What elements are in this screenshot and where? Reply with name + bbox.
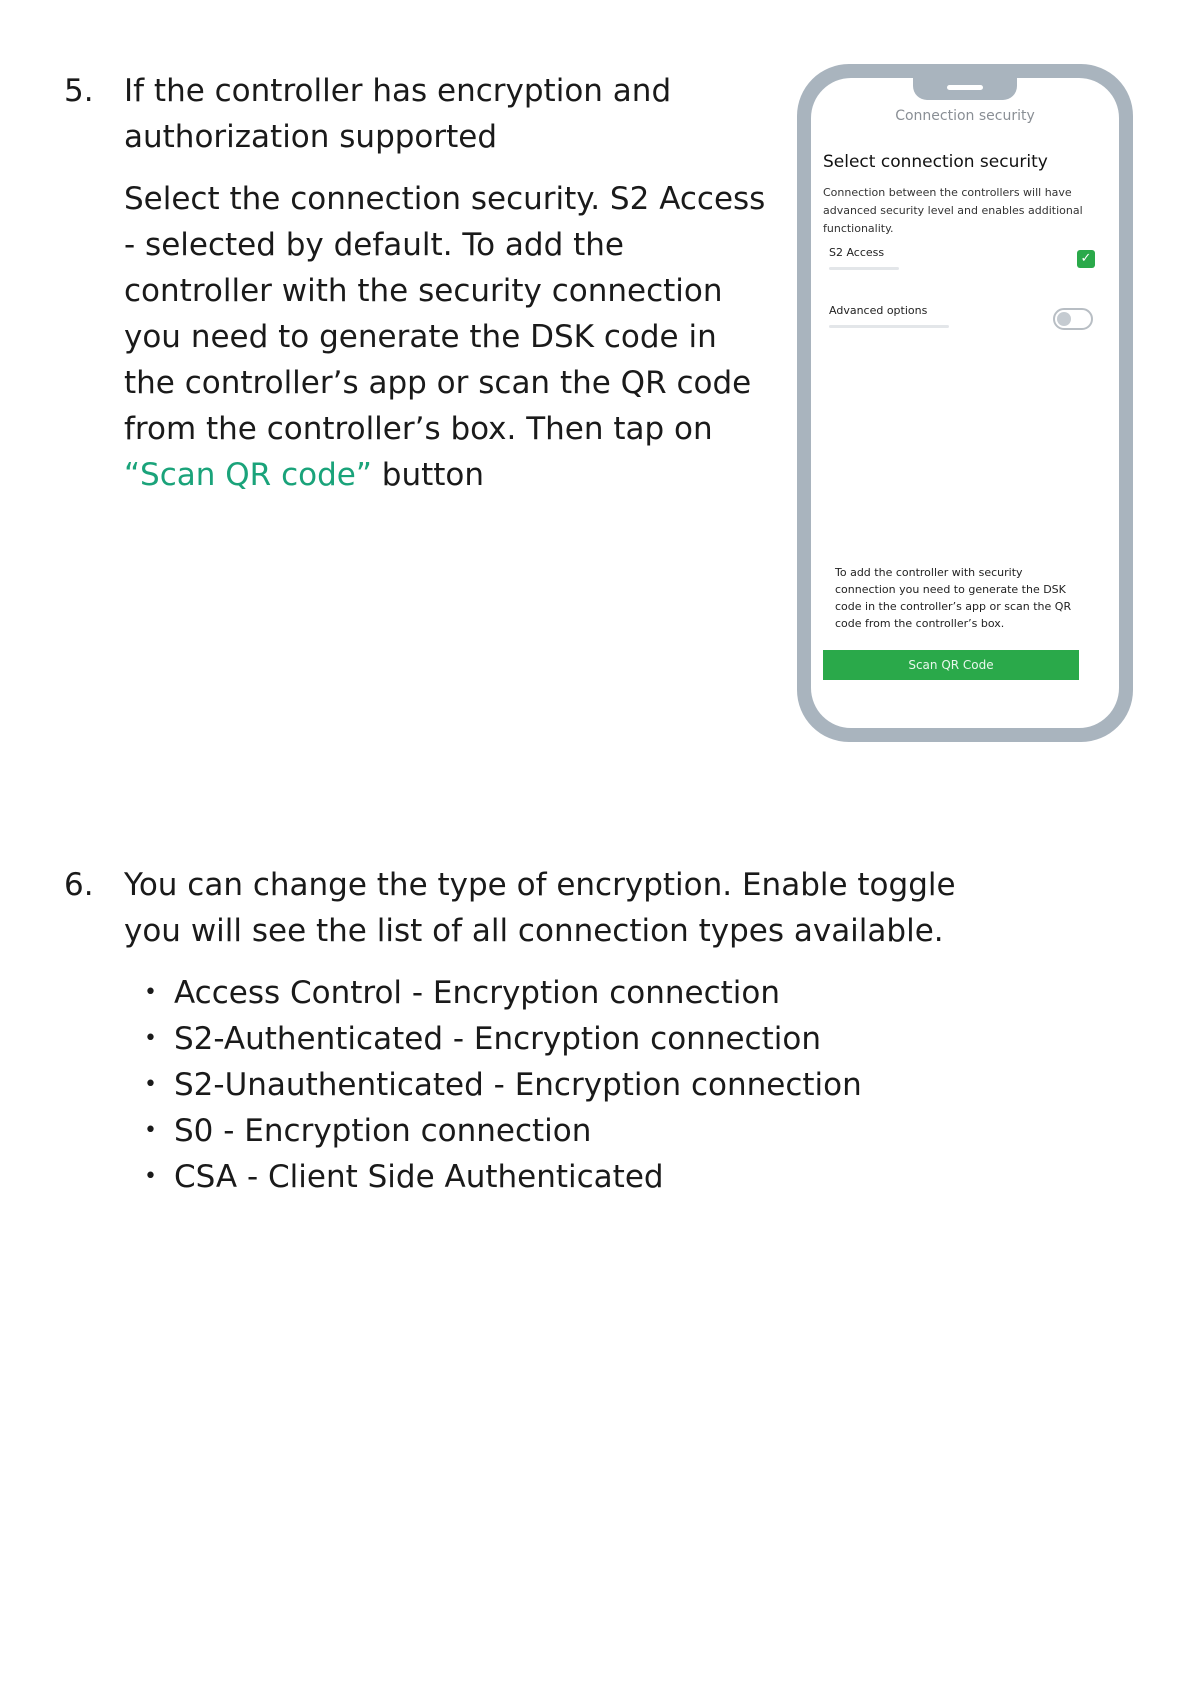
phone-screen [811, 78, 1119, 728]
list-item-text: Access Control - Encryption connection [174, 975, 781, 1011]
bottom-note: To add the controller with security connection you need to generate the DSK code in the controller’s app or scan the QR code from the controller’s box. [835, 566, 1072, 630]
scan-qr-code-button[interactable]: Scan QR Code [823, 650, 1079, 680]
advanced-options-toggle[interactable] [1053, 308, 1093, 330]
bullet-icon: • [144, 1026, 157, 1051]
list-item-text: S2-Authenticated - Encryption connection [174, 1021, 821, 1057]
step-body [124, 176, 774, 498]
step-heading: You can change the type of encryption. Enable toggle you will see the list of all connection types available. [124, 867, 956, 949]
s2-access-sublabel [829, 267, 899, 270]
s2-access-checkbox[interactable] [1077, 250, 1095, 268]
list-item [144, 1108, 862, 1154]
nav-title: Connection security [895, 108, 1035, 124]
list-item [144, 1154, 862, 1200]
toggle-knob [1057, 312, 1071, 326]
section-description: Connection between the controllers will have advanced security level and enables additional functionality. [823, 186, 1083, 235]
section-title: Select connection security [823, 152, 1048, 172]
bullet-icon: • [144, 1164, 157, 1189]
advanced-options-sublabel [829, 325, 949, 328]
encryption-type-list [144, 970, 862, 1200]
scan-qr-reference: “Scan QR code” [124, 457, 372, 493]
list-item-text: CSA - Client Side Authenticated [174, 1159, 664, 1195]
bullet-icon: • [144, 1118, 157, 1143]
s2-access-label: S2 Access [829, 246, 885, 259]
list-item-text: S2-Unauthenticated - Encryption connection [174, 1067, 862, 1103]
step-number: 5. [64, 73, 94, 109]
step-heading: If the controller has encryption and authorization supported [124, 73, 672, 155]
list-item-text: S0 - Encryption connection [174, 1113, 592, 1149]
advanced-options-label: Advanced options [829, 304, 928, 317]
step-body-end: button [371, 457, 485, 493]
step-body-text: Select the connection security. S2 Access - selected by default. To add the controller with the security connection you need to generate the DSK code in the controller’s app or scan the QR code from the controller’s box. Then tap on [124, 181, 766, 447]
list-item [144, 1016, 862, 1062]
step-number: 6. [64, 867, 94, 903]
bullet-icon: • [144, 980, 157, 1005]
notch-speaker [947, 85, 983, 90]
list-item [144, 970, 862, 1016]
check-icon: ✓ [1080, 251, 1092, 266]
bullet-icon: • [144, 1072, 157, 1097]
phone-mockup [797, 64, 1133, 742]
list-item [144, 1062, 862, 1108]
